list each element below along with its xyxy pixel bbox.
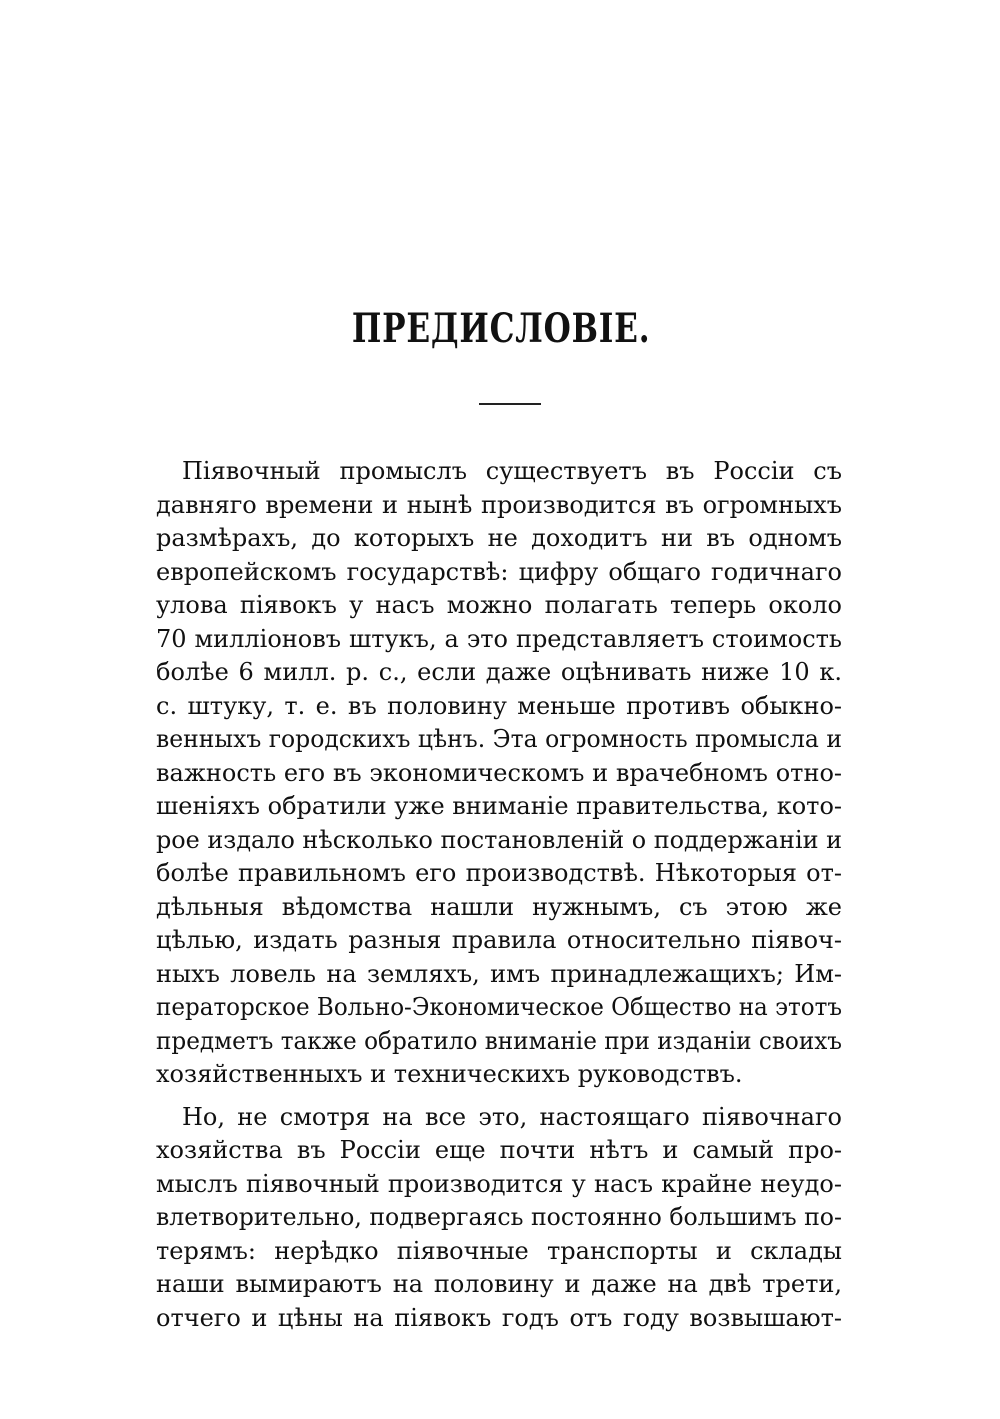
text-line: 70 милліоновъ штукъ, а это представляетъ стоимость xyxy=(156,624,842,653)
text-line: предметъ также обратило вниманіе при изданіи своихъ xyxy=(156,1026,843,1055)
text-line: хозяйственныхъ и техническихъ руководствъ. xyxy=(156,1060,743,1088)
text-line: болѣе правильномъ его производствѣ. Нѣкоторыя от- xyxy=(156,859,842,887)
body-text xyxy=(156,455,842,1335)
text-line: ператорское Вольно-Экономическое Общество на этотъ xyxy=(156,993,842,1021)
text-line: улова піявокъ у насъ можно полагать теперь около xyxy=(156,591,842,619)
text-line: хозяйства въ Россіи еще почти нѣтъ и самый про- xyxy=(156,1136,842,1164)
text-line: с. штуку, т. е. въ половину меньше противъ обыкно- xyxy=(156,691,842,720)
text-line: венныхъ городскихъ цѣнъ. Эта огромность промысла и xyxy=(156,725,843,753)
text-line: цѣлью, издать разныя правила относительно піявоч- xyxy=(156,926,842,954)
text-line: Но, не смотря на все это, настоящаго піявочнаго xyxy=(182,1102,842,1131)
text-line: влетворительно, подвергаясь постоянно большимъ по- xyxy=(156,1203,842,1231)
text-line: важность его въ экономическомъ и врачебномъ отно- xyxy=(156,758,842,787)
text-line: терямъ: нерѣдко піявочные транспорты и склады xyxy=(156,1236,842,1265)
text-line: мыслъ піявочный производится у насъ крайне неудо- xyxy=(156,1169,842,1198)
text-line: наши вымираютъ на половину и даже на двѣ трети, xyxy=(156,1270,842,1298)
text-line: отчего и цѣны на піявокъ годъ отъ году возвышают- xyxy=(156,1303,842,1332)
text-line: размѣрахъ, до которыхъ не доходитъ ни въ одномъ xyxy=(156,524,842,552)
text-line: болѣе 6 милл. р. с., если даже оцѣнивать ниже 10 к. xyxy=(156,658,842,686)
paragraph-gap xyxy=(156,1092,842,1101)
text-line: европейскомъ государствѣ: цифру общаго годичнаго xyxy=(156,557,842,586)
title-divider xyxy=(479,403,541,405)
paragraph-1 xyxy=(156,455,842,1092)
text-line: дѣльныя вѣдомства нашли нужнымъ, съ этою же xyxy=(156,892,842,921)
page-title: ПРЕДИСЛОВІЕ. xyxy=(351,305,651,352)
text-line: Піявочный промыслъ существуетъ въ Россіи съ xyxy=(182,457,842,485)
text-line: рое издало нѣсколько постановленій о поддержаніи и xyxy=(156,825,843,854)
text-line: давняго времени и нынѣ производится въ огромныхъ xyxy=(156,490,842,519)
text-line: ныхъ ловель на земляхъ, имъ принадлежащихъ; Им- xyxy=(156,959,842,988)
text-line: шеніяхъ обратили уже вниманіе правительства, кото- xyxy=(156,792,842,820)
paragraph-2 xyxy=(156,1101,842,1336)
